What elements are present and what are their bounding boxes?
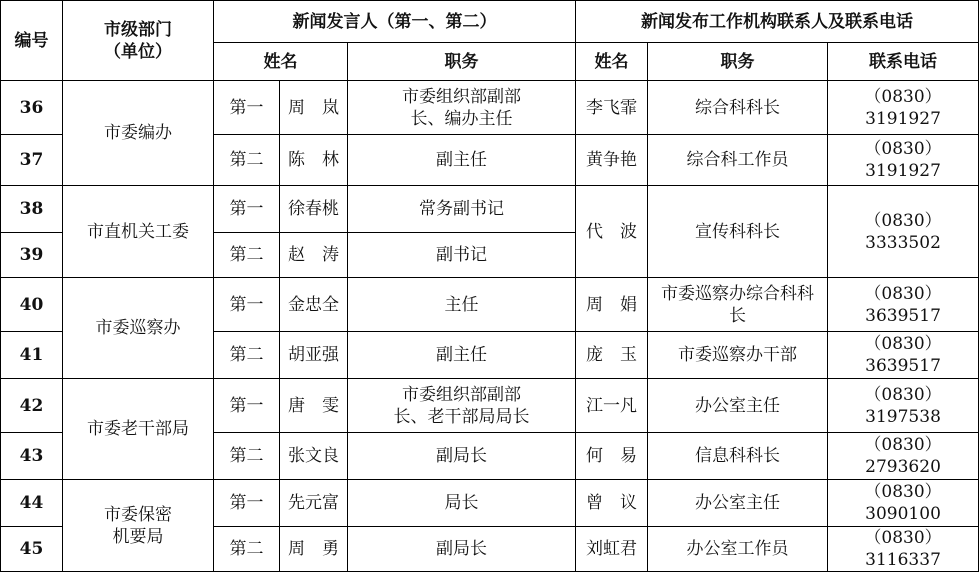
speaker-title: 市委组织部副部长、编办主任 [348, 81, 576, 135]
speaker-name: 张文良 [280, 433, 348, 480]
header-dept: 市级部门（单位） [63, 1, 214, 81]
row-no: 39 [1, 233, 63, 278]
dept-cell: 市直机关工委 [63, 186, 214, 278]
speaker-rank: 第二 [214, 135, 280, 186]
speaker-title: 副局长 [348, 433, 576, 480]
header-title: 职务 [348, 43, 576, 81]
speaker-title: 副主任 [348, 332, 576, 379]
contact-phone: （0830）3197538 [828, 379, 979, 433]
row-no: 38 [1, 186, 63, 233]
contact-title: 综合科工作员 [648, 135, 828, 186]
speaker-rank: 第一 [214, 278, 280, 332]
row-no: 43 [1, 433, 63, 480]
dept-cell: 市委巡察办 [63, 278, 214, 379]
contact-phone: （0830）3333502 [828, 186, 979, 278]
row-no: 42 [1, 379, 63, 433]
dept-cell: 市委保密机要局 [63, 480, 214, 572]
header-speaker-group: 新闻发言人（第一、第二） [214, 1, 576, 43]
speaker-name: 周 岚 [280, 81, 348, 135]
speaker-title: 副主任 [348, 135, 576, 186]
speaker-rank: 第一 [214, 379, 280, 433]
contact-name: 周 娟 [576, 278, 648, 332]
speaker-title: 副局长 [348, 527, 576, 572]
contact-phone: （0830）3090100 [828, 480, 979, 527]
speaker-name: 唐 雯 [280, 379, 348, 433]
row-no: 45 [1, 527, 63, 572]
table-row [1, 379, 979, 433]
speaker-rank: 第二 [214, 332, 280, 379]
header-phone: 联系电话 [828, 43, 979, 81]
speaker-name: 周 勇 [280, 527, 348, 572]
contact-phone: （0830）3191927 [828, 81, 979, 135]
table-row [1, 278, 979, 332]
contact-phone: （0830）3639517 [828, 332, 979, 379]
speaker-title: 常务副书记 [348, 186, 576, 233]
contact-phone: （0830）3639517 [828, 278, 979, 332]
speaker-rank: 第二 [214, 433, 280, 480]
speaker-name: 先元富 [280, 480, 348, 527]
header-no: 编号 [1, 1, 63, 81]
dept-cell: 市委编办 [63, 81, 214, 186]
contact-name: 何 易 [576, 433, 648, 480]
contact-name: 黄争艳 [576, 135, 648, 186]
speaker-rank: 第一 [214, 480, 280, 527]
contact-phone: （0830）3191927 [828, 135, 979, 186]
contact-title: 办公室工作员 [648, 527, 828, 572]
contact-name: 代 波 [576, 186, 648, 278]
speaker-title: 副书记 [348, 233, 576, 278]
contact-phone: （0830）2793620 [828, 433, 979, 480]
speaker-name: 徐春桃 [280, 186, 348, 233]
row-no: 41 [1, 332, 63, 379]
speaker-rank: 第二 [214, 527, 280, 572]
row-no: 40 [1, 278, 63, 332]
speaker-rank: 第一 [214, 186, 280, 233]
contact-name: 曾 议 [576, 480, 648, 527]
speaker-rank: 第一 [214, 81, 280, 135]
contact-name: 刘虹君 [576, 527, 648, 572]
contact-phone: （0830）3116337 [828, 527, 979, 572]
speaker-name: 赵 涛 [280, 233, 348, 278]
contact-name: 庞 玉 [576, 332, 648, 379]
row-no: 44 [1, 480, 63, 527]
speaker-name: 陈 林 [280, 135, 348, 186]
contact-title: 市委巡察办干部 [648, 332, 828, 379]
dept-cell: 市委老干部局 [63, 379, 214, 480]
row-no: 36 [1, 81, 63, 135]
contact-title: 办公室主任 [648, 379, 828, 433]
speaker-title: 市委组织部副部长、老干部局局长 [348, 379, 576, 433]
speaker-title: 主任 [348, 278, 576, 332]
contact-name: 李飞霏 [576, 81, 648, 135]
header-contact-group: 新闻发布工作机构联系人及联系电话 [576, 1, 979, 43]
contact-title: 市委巡察办综合科科长 [648, 278, 828, 332]
table-row [1, 81, 979, 135]
table-row [1, 480, 979, 527]
header-name: 姓名 [214, 43, 348, 81]
speaker-rank: 第二 [214, 233, 280, 278]
contact-title: 综合科科长 [648, 81, 828, 135]
contact-title: 办公室主任 [648, 480, 828, 527]
speaker-name: 胡亚强 [280, 332, 348, 379]
speaker-name: 金忠全 [280, 278, 348, 332]
contact-name: 江一凡 [576, 379, 648, 433]
contact-title: 宣传科科长 [648, 186, 828, 278]
contact-title: 信息科科长 [648, 433, 828, 480]
table-row [1, 186, 979, 233]
row-no: 37 [1, 135, 63, 186]
header-contact-title: 职务 [648, 43, 828, 81]
header-contact-name: 姓名 [576, 43, 648, 81]
speaker-title: 局长 [348, 480, 576, 527]
